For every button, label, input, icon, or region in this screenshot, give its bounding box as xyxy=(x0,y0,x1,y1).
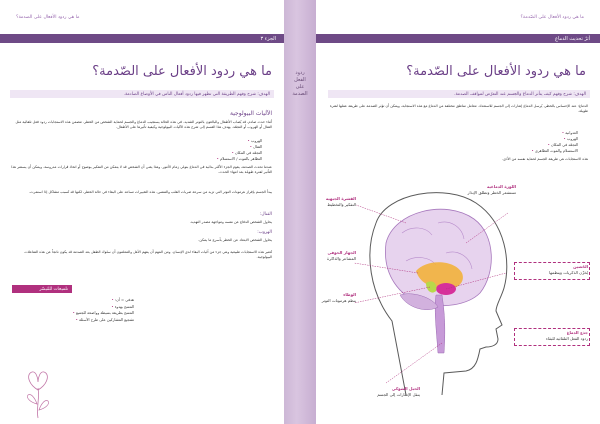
book-spine xyxy=(284,0,316,424)
right-page xyxy=(316,0,600,424)
label-hippocampus-body: يُخزّن الذكريات وينظمها xyxy=(549,270,588,275)
label-hypothalamus-title: الوطاء xyxy=(343,292,356,297)
closing-line: هذه الاستجابات هي طريقة الجسم لحماية نفسه من الأذى. xyxy=(501,157,588,161)
subhead-biological: الآليات البيولوجية xyxy=(230,110,272,117)
flower-decoration-icon xyxy=(18,368,58,420)
list-item: الهروب • xyxy=(102,138,262,144)
running-head: ما هي ردود الأفعال على الصّدمة؟ xyxy=(520,15,584,20)
running-head: ما هي ردود الأفعال على الصدمة؟ xyxy=(16,15,80,20)
body-paragraph-3: تُعتبر هذه الاستجابات طبيعية وهي جزء من آليات البقاء لدى الإنسان. ومن المهم أن يفهم الأهل والمعلمون أن سلوك الطفل بعد الصدمة قد يكون ناتجاً عن هذه التفاعلات البيولوجية. xyxy=(24,250,272,260)
brain-diagram xyxy=(346,183,516,398)
label-spinal-title: الحبل الشوكي xyxy=(391,386,420,391)
section-band xyxy=(0,34,284,43)
list-item: التظاهر بالموت / الاستسلام • xyxy=(102,156,262,162)
goal-bar xyxy=(10,90,274,98)
label-amygdala-body: تستشعر الخطر وتطلق الإنذار xyxy=(467,190,516,195)
label-box xyxy=(514,328,590,346)
label-cortex-body: التفكير والتخطيط xyxy=(327,202,356,207)
body-paragraph-2: يبدأ الجسم بإفراز هرمونات التوتر التي تزيد من سرعة ضربات القلب والتنفس. هذه التغييرات تساعد على البقاء في حالة الخطر، لكنها قد تُسبب مشاكل إذا استمرت. xyxy=(28,190,272,194)
label-amygdala-title: اللوزة الدماغية xyxy=(486,184,516,189)
list-item: الهروب • xyxy=(418,136,578,142)
label-brainstem-body: ردود الفعل التلقائية للبقاء xyxy=(546,336,588,341)
section-band-label: أثرُ تحديث الدماغ xyxy=(555,35,590,42)
list-item: المسح بطريقة بسيطة وواضحة للجميع • xyxy=(14,310,134,317)
label-box xyxy=(514,262,590,280)
tip-heading: تلميحات للمُيسّر xyxy=(39,286,68,292)
list-item: القتال • xyxy=(102,144,262,150)
label-limbic-title: الجهاز الحوفي xyxy=(327,250,356,255)
list-item: التجمّد في المكان • xyxy=(102,150,262,156)
subhead-fight: القتال: xyxy=(259,212,272,217)
section-band xyxy=(316,34,600,43)
list-item: هدفي = أن: • xyxy=(14,297,134,304)
subhead-flight: الهروب: xyxy=(257,230,272,235)
page-title: ما هي ردود الأفعال على الصّدمة؟ xyxy=(92,64,272,79)
intro-paragraph: أثناء حدث صادم، قد يُصاب الأطفال والبالغون بالتوتر الشديد. في هذه الحالة يستجيب الدماغ والجسم لحماية الشخص من الخطر. تتضمن هذه الاستجابات ردود فعل تلقائية مثل القتال أو الهروب أو التجمّد. يهدف هذا القسم إلى شرح هذه الآليات البيولوجية وكيفية تأثيرها على الأطفال. xyxy=(15,120,272,130)
goal-text: الهدف: شرح وفهم كيف يتأثر الدماغ والجسم عند التعرّض لمواقف الصدمة. xyxy=(454,91,586,97)
list-item: العدوانية • xyxy=(418,130,578,136)
label-limbic-body: المشاعر والذاكرة xyxy=(327,256,356,261)
list-item: الاستسلام والموت التظاهري • xyxy=(418,148,578,154)
label-cortex-title: القشرة الجبهية xyxy=(325,196,356,201)
goal-text: الهدف: شرح وفهم الطريقة التي تظهر فيها ردود أفعال الناس في الأوضاع الصادمة. xyxy=(123,91,270,97)
bullet-list-intro xyxy=(102,138,262,162)
intro-paragraph: الدماغ: عند الإحساس بالخطر، يُرسل الدماغ إشارات إلى الجسم للاستعداد. تتعامل مناطق مختلفة من الدماغ مع هذه الاستجابة، ويمكن أن تؤثر الصدمة على طريقة عملها لفترة طويلة. xyxy=(329,104,588,114)
bullet-list xyxy=(418,130,578,154)
flight-text: يحاول الشخص الابتعاد عن الخطر بأسرع ما يمكن. xyxy=(198,238,272,242)
goal-bar xyxy=(328,90,590,98)
label-hypothalamus-body: ينظم هرمونات التوتر xyxy=(321,298,356,303)
label-spinal-body: ينقل الإشارات إلى الجسم xyxy=(377,392,420,397)
label-hippocampus-title: الحُصين xyxy=(573,264,588,269)
list-item: تشجيع المشاركين على طرح الأسئلة • xyxy=(14,317,134,324)
tip-list xyxy=(14,297,134,323)
left-page xyxy=(0,0,284,424)
body-paragraph-1: عندما تحدث الصدمة، يقوم الجزء الأكثر بدائية في الدماغ بتولي زمام الأمور. وهذا يعني أن الشخص قد لا يتمكن من التفكير بوضوح أو اتخاذ قرارات مدروسة. ويمكن أن يستمر هذا التأثير لفترة طويلة بعد انتهاء الحدث. xyxy=(11,165,272,175)
tip-heading-bar xyxy=(12,285,72,293)
fight-text: يحاول الشخص الدفاع عن نفسه ومواجهة مصدر التهديد. xyxy=(189,220,272,224)
section-band-label: الجزء ٣ xyxy=(260,35,276,42)
page-title: ما هي ردود الأفعال على الصّدمة؟ xyxy=(406,64,586,79)
label-brainstem-title: جذع الدماغ xyxy=(566,330,588,335)
spine-label: ردود الفعل على الصدمة xyxy=(292,70,308,97)
list-item: التجمّد في المكان • xyxy=(418,142,578,148)
list-item: المسح بهدوء • xyxy=(14,304,134,311)
